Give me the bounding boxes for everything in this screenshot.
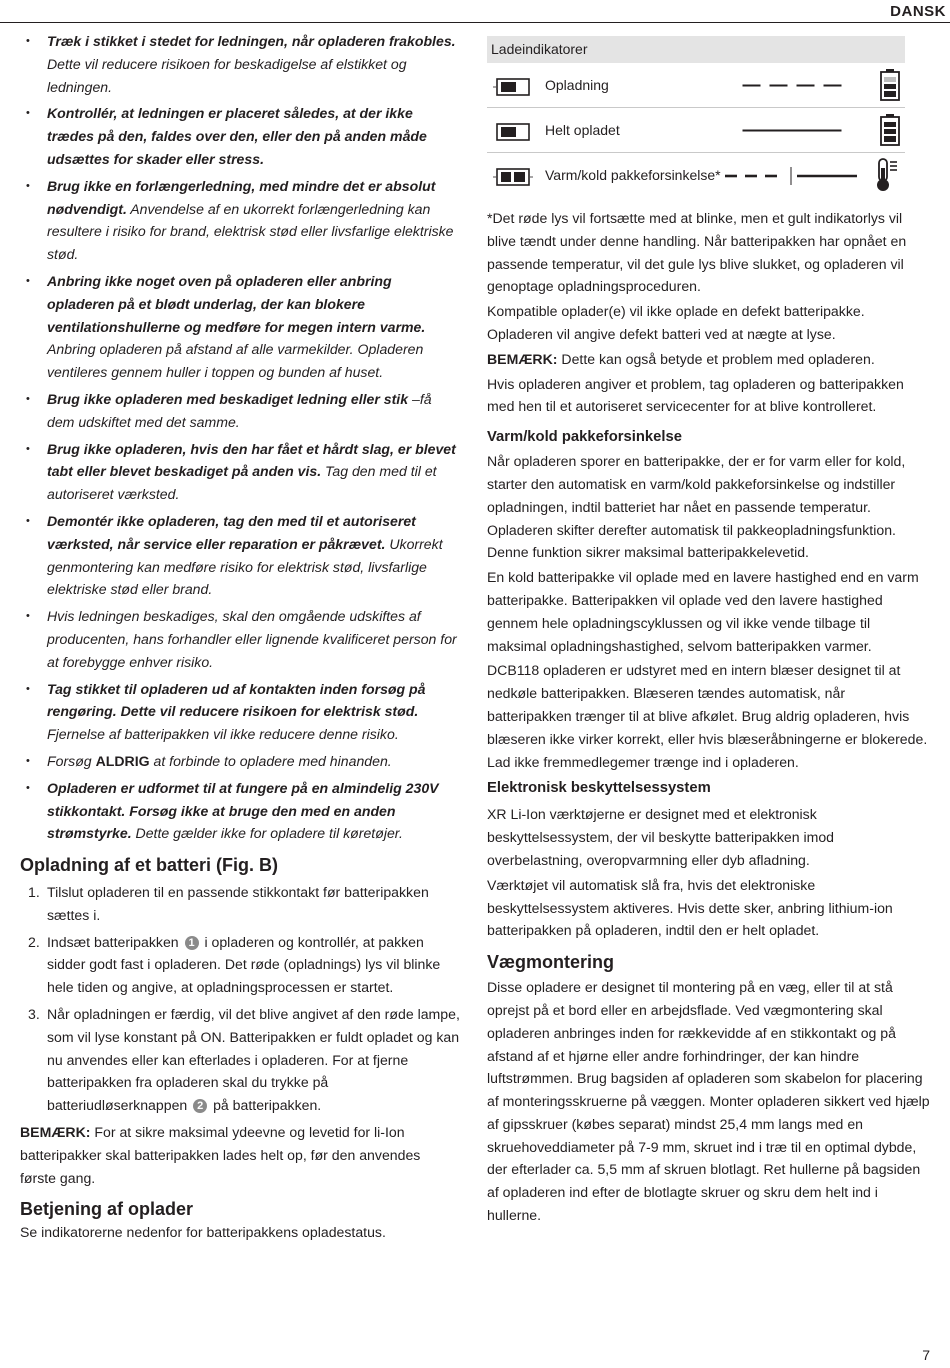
page-number: 7	[922, 1347, 930, 1363]
callout-2: 2	[193, 1099, 207, 1113]
battery-charging-icon	[879, 69, 901, 101]
operation-heading: Betjening af oplader	[20, 1199, 194, 1220]
hot-cold-heading: Varm/kold pakkeforsinkelse	[487, 429, 682, 446]
warning-item: • Kontrollér, at ledningen er placeret således, at der ikke trædes på den, faldes over den, eller den på anden måde udsættes for skader eller stress.	[20, 102, 460, 170]
step-item: 1. Tilslut opladeren til en passende stikkontakt før batteripakken sættes i.	[28, 884, 429, 923]
left-column	[20, 30, 460, 1244]
indicator-label: Varm/kold pakkeforsinkelse*	[545, 167, 721, 183]
charger-blinking-icon	[493, 77, 533, 97]
warnings-list	[20, 30, 460, 845]
thermometer-icon	[875, 158, 901, 192]
warning-item: • Hvis ledningen beskadiges, skal den omgående udskiftes af producenten, hans forhandler eller lignende kvalificeret person for at forebygge enhver risiko.	[20, 605, 460, 673]
protection-p1: XR Li-Ion værktøjerne er designet med et elektronisk beskyttelsessystem, der vil beskytte batteripakken imod overbelastning, overopvarmning eller dyb afladning.	[487, 806, 835, 868]
language-label: DANSK	[890, 2, 946, 20]
warning-item: • Træk i stikket i stedet for ledningen, når opladeren frakobles. Dette vil reducere risikoen for beskadigelse af elstikket og ledningen.	[20, 30, 460, 98]
step-item: 3. Når opladningen er færdig, vil det blive angivet af den røde lampe, som vil lyse konstant på ON. Batteripakken er fuldt opladet og kan nu anvendes eller kan efterlades i opladeren. For at fjerne batteripakken fra opladeren skal du trykke på batteriudløserknappen 2 på batteripakken.	[28, 1006, 460, 1114]
right-column	[487, 36, 932, 1227]
indicator-label: Helt opladet	[545, 122, 620, 138]
wall-mount-heading: Vægmontering	[487, 952, 615, 973]
warning-item: • Anbring ikke noget oven på opladeren eller anbring opladeren på et blødt underlag, der kan blokere ventilationshullerne og medføre for megen intern varme. Anbring opladeren på afstand af alle varmekilder. Opladeren ventileres gennem huller i toppen og bunden af huset.	[20, 270, 460, 384]
indicator-row-hot-cold	[487, 153, 905, 197]
warning-item: • Forsøg ALDRIG at forbinde to opladere med hinanden.	[20, 750, 460, 773]
indicator-table	[487, 36, 905, 197]
step-item: 2. Indsæt batteripakken 1 i opladeren og kontrollér, at pakken sidder godt fast i opladeren. Det røde (opladnings) lys vil blinke hele tiden og angive, at opladningsprocessen er startet.	[28, 933, 441, 996]
protection-p2: Værktøjet vil automatisk slå fra, hvis det elektroniske beskyttelsessystem aktiveres. Hvis dette sker, anbring lithium-ion batteripakken på opladeren, indtil den er helt opladet.	[487, 876, 893, 939]
charger-solid-icon	[493, 122, 533, 142]
hot-cold-p1: Når opladeren sporer en batteripakke, der er for varm eller for kold, starter den automatisk en varm/kold pakkeforsinkelse og indstiller opladningen, indtil batteriet har nået en passende temperatur. Opladeren skifter derefter automatisk til pakkeopladningsfunktion. Denne funktion sikrer maksimal batteripakkelevetid.	[487, 453, 906, 561]
warning-item: • Brug ikke en forlængerledning, med mindre det er absolut nødvendigt. Anvendelse af en ukorrekt forlængerledning kan resultere i risiko for brand, elektrisk stød eller livsfarlige elektriske stød.	[20, 175, 460, 266]
charging-note: BEMÆRK: For at sikre maksimal ydeevne og levetid for li-Ion batteripakker skal batteripakken lades helt op, før den anvendes første gang.	[20, 1124, 421, 1186]
right-note: BEMÆRK: Dette kan også betyde et problem med opladeren.	[487, 350, 875, 367]
blink-then-solid-pattern	[725, 165, 865, 187]
callout-1: 1	[185, 936, 199, 950]
indicator-row-full	[487, 108, 905, 153]
battery-full-icon	[879, 114, 901, 146]
blinking-pattern	[725, 84, 865, 87]
charging-steps	[20, 881, 460, 1117]
hot-cold-p2: En kold batteripakke vil oplade med en lavere hastighed end en varm batteripakke. Batteripakken vil oplade ved den lavere hastighed gennem hele opladningscyklussen og vil ikke vende tilbage til maksimal opladningshastighed, selvom batteripakken varmer.	[487, 569, 919, 654]
indicator-footnote: *Det røde lys vil fortsætte med at blinke, men et gult indikatorlys vil blive tændt under denne handling. Når batteripakken har opnået en passende temperatur, vil det gule lys blive slukket, og opladeren vil genoptage opladningsproceduren.	[487, 210, 907, 295]
hot-cold-p3: DCB118 opladeren er udstyret med en intern blæser designet til at nedkøle batteripakken. Blæseren tændes automatisk, når batteripakken trænger til at blive afkølet. Brug aldrig opladeren, hvis blæseren ikke virker korrekt, eller hvis blæseråbningerne er blokerede. Lad ikke fremmedlegemer trænge ind i opladeren.	[487, 662, 928, 770]
top-rule	[0, 22, 950, 23]
problem-text: Hvis opladeren angiver et problem, tag opladeren og batteripakken med hen til et autoriseret servicecenter for at blive kontrolleret.	[487, 375, 904, 415]
indicator-table-header: Ladeindikatorer	[487, 36, 905, 63]
warning-item: • Demontér ikke opladeren, tag den med til et autoriseret værksted, når service eller reparation er påkrævet. Ukorrekt genmontering kan medføre risiko for elektrisk stød, livsfarlige elektriske stød eller brand.	[20, 510, 460, 601]
operation-text: Se indikatorerne nedenfor for batteripakkens opladestatus.	[20, 1224, 386, 1241]
indicator-label: Opladning	[545, 77, 609, 93]
wall-mount-text: Disse opladere er designet til montering på en væg, eller til at stå oprejst på et bord eller en arbejdsflade. Ved vægmontering skal opladeren anbringes inden for rækkevidde af en stikkontakt og på afstand af et hjørne eller andre forhindringer, der kan hindre luftstrømmen. Brug bagsiden af opladeren som skabelon for placering af monteringsskruerne på væggen. Monter opladeren sikkert ved hjælp af gipsskruer (købes separat) mindst 25,4 mm langs med en skruehoveddiameter på 7-9 mm, skruet ind i træ til en optimal dybde, der efterlader ca. 5,5 mm af skruen blotlagt. Ret hullerne på bagsiden af opladeren ind efter de blotlagte skruer og skru dem helt ind i hullerne.	[487, 979, 930, 1224]
warning-item: • Tag stikket til opladeren ud af kontakten inden forsøg på rengøring. Dette vil reducere risikoen for elektrisk stød. Fjernelse af batteripakken vil ikke reducere denne risiko.	[20, 678, 460, 746]
charging-heading: Opladning af et batteri (Fig. B)	[20, 855, 278, 876]
warning-item: • Brug ikke opladeren med beskadiget ledning eller stik –få dem udskiftet med det samme.	[20, 388, 460, 434]
charger-hot-cold-icon	[493, 167, 533, 187]
warning-item: • Brug ikke opladeren, hvis den har fået et hårdt slag, er blevet tabt eller blevet beskadiget på anden vis. Tag den med til et autoriseret værksted.	[20, 438, 460, 506]
compat-text: Kompatible oplader(e) vil ikke oplade en defekt batteripakke. Opladeren vil angive defekt batteri ved at nægte at lyse.	[487, 303, 865, 342]
protection-heading: Elektronisk beskyttelsessystem	[487, 780, 711, 797]
indicator-row-charging	[487, 63, 905, 108]
solid-pattern	[725, 129, 865, 132]
warning-item: • Opladeren er udformet til at fungere på en almindelig 230V stikkontakt. Forsøg ikke at bruge den med en anden strømstyrke. Dette gælder ikke for opladere til køretøjer.	[20, 777, 460, 845]
